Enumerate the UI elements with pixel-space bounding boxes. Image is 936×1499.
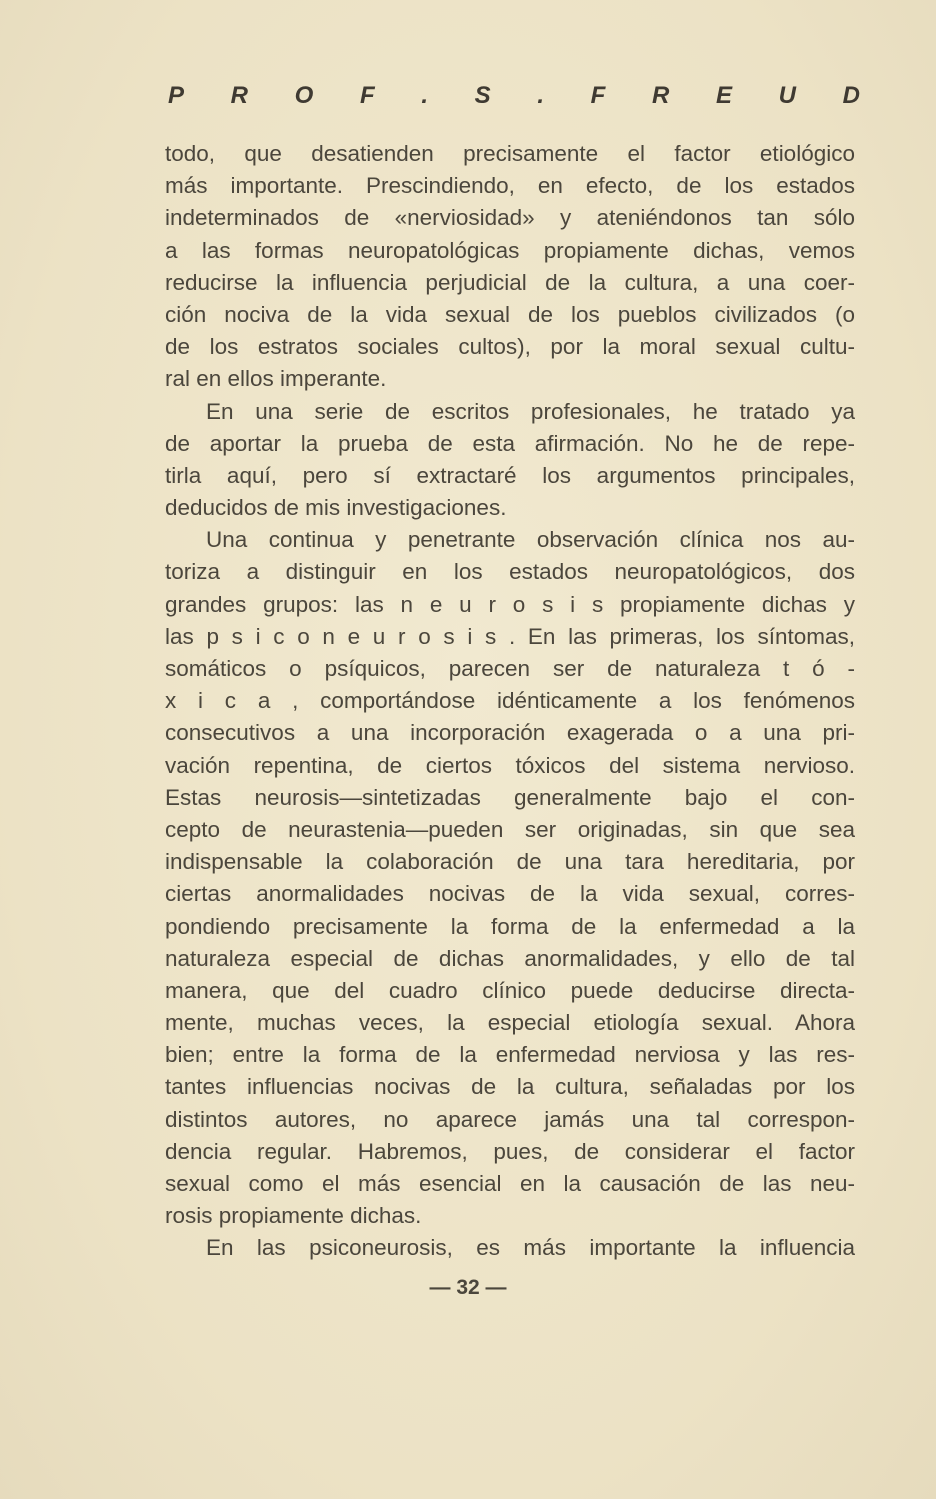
text-line: consecutivos a una incorporación exagerada o a una pri- (165, 720, 855, 746)
text-line: tirla aquí, pero sí extractaré los argumentos principales, (165, 462, 855, 488)
text-line: mente, muchas veces, la especial etiología sexual. Ahora (165, 1010, 855, 1036)
text-line: ciertas anormalidades nocivas de la vida sexual, corres- (165, 881, 855, 907)
header-letter: R (651, 82, 670, 109)
header-letter: . (537, 82, 544, 109)
header-letter: U (778, 82, 796, 109)
text-line: indeterminados de «nerviosidad» y ateniéndonos tan sólo (165, 205, 855, 231)
text-line: bien; entre la forma de la enfermedad nerviosa y las res- (165, 1042, 855, 1068)
header-letter: . (421, 82, 428, 109)
text-line: En las psiconeurosis, es más importante la influencia (206, 1235, 855, 1261)
text-line: deducidos de mis investigaciones. (165, 495, 507, 521)
text-line: indispensable la colaboración de una tara hereditaria, por (165, 849, 855, 875)
running-header (168, 82, 860, 110)
header-letter: D (842, 82, 860, 109)
text-line: las p s i c o n e u r o s i s . En las primeras, los síntomas, (165, 623, 855, 649)
header-letter: E (715, 82, 732, 109)
text-line: de los estratos sociales cultos), por la moral sexual cultu- (165, 334, 855, 360)
text-line: de aportar la prueba de esta afirmación. No he de repe- (165, 430, 855, 456)
text-line: vación repentina, de ciertos tóxicos del sistema nervioso. (165, 752, 855, 778)
text-line: toriza a distinguir en los estados neuropatológicos, dos (165, 559, 855, 585)
text-line: Estas neurosis—sintetizadas generalmente bajo el con- (165, 784, 855, 810)
text-line: Una continua y penetrante observación clínica nos au- (206, 527, 855, 553)
text-line: distintos autores, no aparece jamás una tal correspon- (165, 1106, 855, 1132)
text-line: tantes influencias nocivas de la cultura, señaladas por los (165, 1074, 855, 1100)
header-letter: P (168, 82, 185, 109)
text-line: En una serie de escritos profesionales, he tratado ya (206, 398, 855, 424)
text-line: a las formas neuropatológicas propiamente dichas, vemos (165, 237, 855, 263)
text-line: rosis propiamente dichas. (165, 1203, 422, 1229)
text-line: más importante. Prescindiendo, en efecto, de los estados (165, 173, 855, 199)
text-line: naturaleza especial de dichas anormalidades, y ello de tal (165, 945, 855, 971)
text-line: dencia regular. Habremos, pues, de considerar el factor (165, 1138, 855, 1164)
body-text (165, 138, 855, 1265)
text-line: cepto de neurastenia—pueden ser originadas, sin que sea (165, 816, 855, 842)
text-line: sexual como el más esencial en la causación de las neu- (165, 1171, 855, 1196)
text-line: pondiendo precisamente la forma de la enfermedad a la (165, 913, 855, 939)
text-line: grandes grupos: las n e u r o s i s propiamente dichas y (165, 591, 855, 617)
header-letter: F (360, 82, 375, 109)
text-line: manera, que del cuadro clínico puede deducirse directa- (165, 977, 855, 1003)
text-line: somáticos o psíquicos, parecen ser de naturaleza t ó - (165, 656, 855, 681)
page-number: — 32 — (429, 1276, 507, 1299)
text-line: ción nociva de la vida sexual de los pueblos civilizados (o (165, 301, 855, 327)
text-line: x i c a , comportándose idénticamente a los fenómenos (165, 688, 855, 714)
header-letter: R (230, 82, 249, 109)
text-line: ral en ellos imperante. (165, 366, 387, 392)
header-letter: F (590, 82, 606, 109)
header-letter: O (294, 82, 314, 109)
header-letter: S (474, 82, 491, 109)
text-line: reducirse la influencia perjudicial de la cultura, a una coer- (165, 269, 855, 295)
text-line: todo, que desatienden precisamente el factor etiológico (165, 141, 855, 166)
